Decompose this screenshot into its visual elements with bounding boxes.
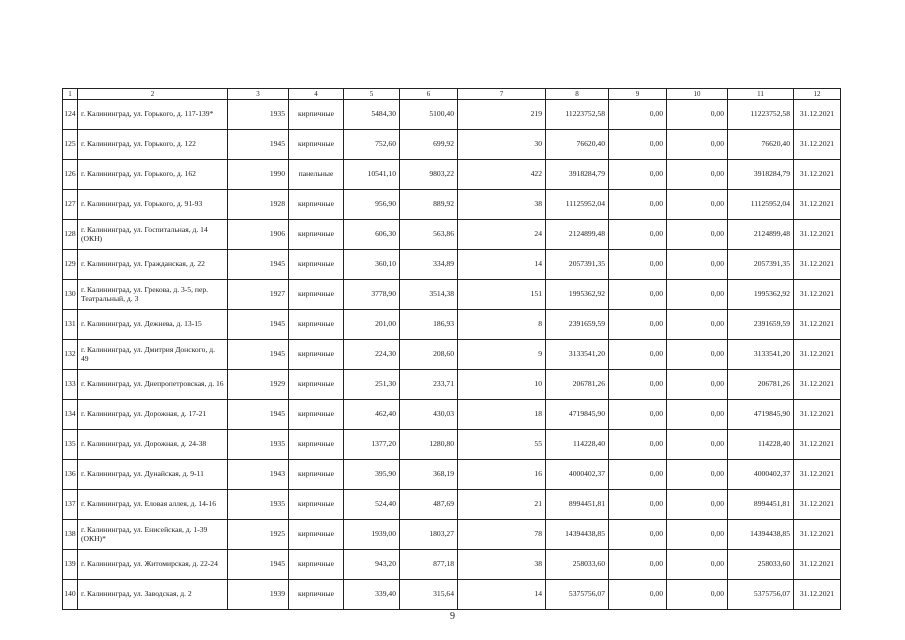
deadline-date-cell: 31.12.2021 bbox=[794, 460, 841, 490]
column-9-cell: 0,00 bbox=[609, 340, 667, 370]
table-row bbox=[63, 310, 841, 340]
residents-count-cell: 422 bbox=[458, 160, 546, 190]
row-number: 127 bbox=[63, 190, 78, 220]
living-area-cell: 3514,38 bbox=[400, 280, 458, 310]
row-number: 133 bbox=[63, 370, 78, 400]
residents-count-cell: 78 bbox=[458, 520, 546, 550]
column-10-cell: 0,00 bbox=[667, 250, 728, 280]
address-cell: г. Калининград, ул. Грекова, д. 3-5, пер. Театральный, д. 3 bbox=[78, 280, 228, 310]
table-row bbox=[63, 280, 841, 310]
row-number: 134 bbox=[63, 400, 78, 430]
deadline-date-cell: 31.12.2021 bbox=[794, 100, 841, 130]
row-number: 131 bbox=[63, 310, 78, 340]
table-row bbox=[63, 370, 841, 400]
wall-material-cell: кирпичные bbox=[289, 430, 344, 460]
table-row bbox=[63, 190, 841, 220]
year-built-cell: 1945 bbox=[228, 130, 289, 160]
deadline-date-cell: 31.12.2021 bbox=[794, 490, 841, 520]
column-10-cell: 0,00 bbox=[667, 370, 728, 400]
cost-cell: 4000402,37 bbox=[546, 460, 609, 490]
total-area-cell: 752,60 bbox=[344, 130, 400, 160]
residents-count-cell: 38 bbox=[458, 550, 546, 580]
cost-cell: 14394438,85 bbox=[546, 520, 609, 550]
deadline-date-cell: 31.12.2021 bbox=[794, 550, 841, 580]
column-header: 2 bbox=[78, 89, 228, 100]
column-10-cell: 0,00 bbox=[667, 580, 728, 610]
row-number: 132 bbox=[63, 340, 78, 370]
living-area-cell: 563,86 bbox=[400, 220, 458, 250]
row-number: 128 bbox=[63, 220, 78, 250]
table-body bbox=[63, 89, 841, 610]
table-row bbox=[63, 130, 841, 160]
wall-material-cell: кирпичные bbox=[289, 460, 344, 490]
address-cell: г. Калининград, ул. Дорожная, д. 17-21 bbox=[78, 400, 228, 430]
column-11-cell: 5375756,07 bbox=[728, 580, 794, 610]
deadline-date-cell: 31.12.2021 bbox=[794, 400, 841, 430]
column-header: 9 bbox=[609, 89, 667, 100]
living-area-cell: 699,92 bbox=[400, 130, 458, 160]
column-header: 3 bbox=[228, 89, 289, 100]
address-cell: г. Калининград, ул. Горького, д. 91-93 bbox=[78, 190, 228, 220]
deadline-date-cell: 31.12.2021 bbox=[794, 370, 841, 400]
residents-count-cell: 24 bbox=[458, 220, 546, 250]
total-area-cell: 360,10 bbox=[344, 250, 400, 280]
cost-cell: 3133541,20 bbox=[546, 340, 609, 370]
column-header: 11 bbox=[728, 89, 794, 100]
wall-material-cell: кирпичные bbox=[289, 490, 344, 520]
cost-cell: 1995362,92 bbox=[546, 280, 609, 310]
column-9-cell: 0,00 bbox=[609, 400, 667, 430]
row-number: 130 bbox=[63, 280, 78, 310]
column-header: 6 bbox=[400, 89, 458, 100]
column-10-cell: 0,00 bbox=[667, 220, 728, 250]
column-9-cell: 0,00 bbox=[609, 490, 667, 520]
residents-count-cell: 10 bbox=[458, 370, 546, 400]
column-header: 7 bbox=[458, 89, 546, 100]
table-row bbox=[63, 520, 841, 550]
address-cell: г. Калининград, ул. Еловая аллея, д. 14-16 bbox=[78, 490, 228, 520]
year-built-cell: 1906 bbox=[228, 220, 289, 250]
wall-material-cell: кирпичные bbox=[289, 550, 344, 580]
total-area-cell: 524,40 bbox=[344, 490, 400, 520]
living-area-cell: 1280,80 bbox=[400, 430, 458, 460]
year-built-cell: 1990 bbox=[228, 160, 289, 190]
living-area-cell: 334,89 bbox=[400, 250, 458, 280]
column-9-cell: 0,00 bbox=[609, 310, 667, 340]
cost-cell: 2124899,48 bbox=[546, 220, 609, 250]
column-9-cell: 0,00 bbox=[609, 280, 667, 310]
cost-cell: 2391659,59 bbox=[546, 310, 609, 340]
cost-cell: 3918284,79 bbox=[546, 160, 609, 190]
table-row bbox=[63, 400, 841, 430]
column-10-cell: 0,00 bbox=[667, 400, 728, 430]
column-10-cell: 0,00 bbox=[667, 280, 728, 310]
page-number: 9 bbox=[450, 611, 455, 622]
column-9-cell: 0,00 bbox=[609, 190, 667, 220]
column-11-cell: 11223752,58 bbox=[728, 100, 794, 130]
living-area-cell: 315,64 bbox=[400, 580, 458, 610]
table-row bbox=[63, 460, 841, 490]
year-built-cell: 1945 bbox=[228, 340, 289, 370]
cost-cell: 114228,40 bbox=[546, 430, 609, 460]
wall-material-cell: кирпичные bbox=[289, 100, 344, 130]
row-number: 138 bbox=[63, 520, 78, 550]
address-cell: г. Калининград, ул. Горького, д. 162 bbox=[78, 160, 228, 190]
column-11-cell: 4719845,90 bbox=[728, 400, 794, 430]
column-10-cell: 0,00 bbox=[667, 130, 728, 160]
table-row bbox=[63, 490, 841, 520]
living-area-cell: 889,92 bbox=[400, 190, 458, 220]
table-row bbox=[63, 580, 841, 610]
year-built-cell: 1945 bbox=[228, 400, 289, 430]
cost-cell: 11223752,58 bbox=[546, 100, 609, 130]
deadline-date-cell: 31.12.2021 bbox=[794, 340, 841, 370]
deadline-date-cell: 31.12.2021 bbox=[794, 190, 841, 220]
wall-material-cell: кирпичные bbox=[289, 340, 344, 370]
residents-count-cell: 151 bbox=[458, 280, 546, 310]
column-11-cell: 258033,60 bbox=[728, 550, 794, 580]
column-9-cell: 0,00 bbox=[609, 220, 667, 250]
wall-material-cell: кирпичные bbox=[289, 310, 344, 340]
column-10-cell: 0,00 bbox=[667, 190, 728, 220]
address-cell: г. Калининград, ул. Горького, д. 122 bbox=[78, 130, 228, 160]
table-row bbox=[63, 250, 841, 280]
column-9-cell: 0,00 bbox=[609, 430, 667, 460]
address-cell: г. Калининград, ул. Дунайская, д. 9-11 bbox=[78, 460, 228, 490]
table-row bbox=[63, 160, 841, 190]
year-built-cell: 1939 bbox=[228, 580, 289, 610]
cost-cell: 76620,40 bbox=[546, 130, 609, 160]
total-area-cell: 251,30 bbox=[344, 370, 400, 400]
row-number: 129 bbox=[63, 250, 78, 280]
address-cell: г. Калининград, ул. Госпитальная, д. 14 (ОКН) bbox=[78, 220, 228, 250]
column-9-cell: 0,00 bbox=[609, 580, 667, 610]
column-header: 8 bbox=[546, 89, 609, 100]
address-cell: г. Калининград, ул. Днепропетровская, д. 16 bbox=[78, 370, 228, 400]
column-9-cell: 0,00 bbox=[609, 550, 667, 580]
cost-cell: 5375756,07 bbox=[546, 580, 609, 610]
total-area-cell: 606,30 bbox=[344, 220, 400, 250]
column-10-cell: 0,00 bbox=[667, 160, 728, 190]
living-area-cell: 5100,40 bbox=[400, 100, 458, 130]
column-11-cell: 11125952,04 bbox=[728, 190, 794, 220]
total-area-cell: 1939,00 bbox=[344, 520, 400, 550]
living-area-cell: 487,69 bbox=[400, 490, 458, 520]
total-area-cell: 10541,10 bbox=[344, 160, 400, 190]
cost-cell: 206781,26 bbox=[546, 370, 609, 400]
wall-material-cell: панельные bbox=[289, 160, 344, 190]
column-header: 1 bbox=[63, 89, 78, 100]
year-built-cell: 1943 bbox=[228, 460, 289, 490]
residents-count-cell: 8 bbox=[458, 310, 546, 340]
column-9-cell: 0,00 bbox=[609, 520, 667, 550]
column-11-cell: 8994451,81 bbox=[728, 490, 794, 520]
total-area-cell: 395,90 bbox=[344, 460, 400, 490]
address-cell: г. Калининград, ул. Заводская, д. 2 bbox=[78, 580, 228, 610]
living-area-cell: 368,19 bbox=[400, 460, 458, 490]
total-area-cell: 224,30 bbox=[344, 340, 400, 370]
address-cell: г. Калининград, ул. Горького, д. 117-139* bbox=[78, 100, 228, 130]
year-built-cell: 1927 bbox=[228, 280, 289, 310]
column-11-cell: 2124899,48 bbox=[728, 220, 794, 250]
column-11-cell: 3133541,20 bbox=[728, 340, 794, 370]
living-area-cell: 208,60 bbox=[400, 340, 458, 370]
residents-count-cell: 21 bbox=[458, 490, 546, 520]
year-built-cell: 1925 bbox=[228, 520, 289, 550]
column-header: 10 bbox=[667, 89, 728, 100]
deadline-date-cell: 31.12.2021 bbox=[794, 220, 841, 250]
deadline-date-cell: 31.12.2021 bbox=[794, 520, 841, 550]
wall-material-cell: кирпичные bbox=[289, 130, 344, 160]
column-11-cell: 4000402,37 bbox=[728, 460, 794, 490]
housing-register-table bbox=[62, 88, 841, 610]
column-header: 5 bbox=[344, 89, 400, 100]
column-11-cell: 206781,26 bbox=[728, 370, 794, 400]
column-11-cell: 114228,40 bbox=[728, 430, 794, 460]
column-11-cell: 3918284,79 bbox=[728, 160, 794, 190]
table-row bbox=[63, 340, 841, 370]
cost-cell: 8994451,81 bbox=[546, 490, 609, 520]
address-cell: г. Калининград, ул. Дорожная, д. 24-38 bbox=[78, 430, 228, 460]
column-9-cell: 0,00 bbox=[609, 100, 667, 130]
table-row bbox=[63, 220, 841, 250]
year-built-cell: 1945 bbox=[228, 550, 289, 580]
table-row bbox=[63, 100, 841, 130]
total-area-cell: 3778,90 bbox=[344, 280, 400, 310]
wall-material-cell: кирпичные bbox=[289, 370, 344, 400]
column-9-cell: 0,00 bbox=[609, 130, 667, 160]
total-area-cell: 943,20 bbox=[344, 550, 400, 580]
residents-count-cell: 30 bbox=[458, 130, 546, 160]
total-area-cell: 5484,30 bbox=[344, 100, 400, 130]
column-11-cell: 76620,40 bbox=[728, 130, 794, 160]
row-number: 124 bbox=[63, 100, 78, 130]
total-area-cell: 339,40 bbox=[344, 580, 400, 610]
row-number: 125 bbox=[63, 130, 78, 160]
address-cell: г. Калининград, ул. Енисейская, д. 1-39 (ОКН)* bbox=[78, 520, 228, 550]
year-built-cell: 1935 bbox=[228, 430, 289, 460]
wall-material-cell: кирпичные bbox=[289, 280, 344, 310]
year-built-cell: 1928 bbox=[228, 190, 289, 220]
column-11-cell: 1995362,92 bbox=[728, 280, 794, 310]
column-10-cell: 0,00 bbox=[667, 520, 728, 550]
wall-material-cell: кирпичные bbox=[289, 220, 344, 250]
column-10-cell: 0,00 bbox=[667, 340, 728, 370]
column-10-cell: 0,00 bbox=[667, 490, 728, 520]
row-number: 126 bbox=[63, 160, 78, 190]
column-9-cell: 0,00 bbox=[609, 160, 667, 190]
column-9-cell: 0,00 bbox=[609, 250, 667, 280]
row-number: 140 bbox=[63, 580, 78, 610]
year-built-cell: 1945 bbox=[228, 310, 289, 340]
column-10-cell: 0,00 bbox=[667, 550, 728, 580]
year-built-cell: 1945 bbox=[228, 250, 289, 280]
living-area-cell: 9803,22 bbox=[400, 160, 458, 190]
year-built-cell: 1935 bbox=[228, 490, 289, 520]
living-area-cell: 430,03 bbox=[400, 400, 458, 430]
cost-cell: 11125952,04 bbox=[546, 190, 609, 220]
residents-count-cell: 55 bbox=[458, 430, 546, 460]
living-area-cell: 877,18 bbox=[400, 550, 458, 580]
living-area-cell: 1803,27 bbox=[400, 520, 458, 550]
column-10-cell: 0,00 bbox=[667, 430, 728, 460]
cost-cell: 258033,60 bbox=[546, 550, 609, 580]
wall-material-cell: кирпичные bbox=[289, 580, 344, 610]
column-header: 4 bbox=[289, 89, 344, 100]
living-area-cell: 233,71 bbox=[400, 370, 458, 400]
table-row bbox=[63, 430, 841, 460]
column-number-header-row bbox=[63, 89, 841, 100]
residents-count-cell: 14 bbox=[458, 580, 546, 610]
year-built-cell: 1929 bbox=[228, 370, 289, 400]
residents-count-cell: 9 bbox=[458, 340, 546, 370]
total-area-cell: 956,90 bbox=[344, 190, 400, 220]
table-row bbox=[63, 550, 841, 580]
cost-cell: 2057391,35 bbox=[546, 250, 609, 280]
row-number: 137 bbox=[63, 490, 78, 520]
column-header: 12 bbox=[794, 89, 841, 100]
total-area-cell: 462,40 bbox=[344, 400, 400, 430]
wall-material-cell: кирпичные bbox=[289, 190, 344, 220]
column-11-cell: 2057391,35 bbox=[728, 250, 794, 280]
total-area-cell: 201,00 bbox=[344, 310, 400, 340]
total-area-cell: 1377,20 bbox=[344, 430, 400, 460]
wall-material-cell: кирпичные bbox=[289, 400, 344, 430]
deadline-date-cell: 31.12.2021 bbox=[794, 430, 841, 460]
column-10-cell: 0,00 bbox=[667, 100, 728, 130]
residents-count-cell: 219 bbox=[458, 100, 546, 130]
column-11-cell: 14394438,85 bbox=[728, 520, 794, 550]
address-cell: г. Калининград, ул. Гражданская, д. 22 bbox=[78, 250, 228, 280]
address-cell: г. Калининград, ул. Житомирская, д. 22-24 bbox=[78, 550, 228, 580]
address-cell: г. Калининград, ул. Дмитрия Донского, д. 49 bbox=[78, 340, 228, 370]
deadline-date-cell: 31.12.2021 bbox=[794, 160, 841, 190]
deadline-date-cell: 31.12.2021 bbox=[794, 580, 841, 610]
deadline-date-cell: 31.12.2021 bbox=[794, 280, 841, 310]
column-11-cell: 2391659,59 bbox=[728, 310, 794, 340]
row-number: 139 bbox=[63, 550, 78, 580]
residents-count-cell: 38 bbox=[458, 190, 546, 220]
deadline-date-cell: 31.12.2021 bbox=[794, 310, 841, 340]
column-9-cell: 0,00 bbox=[609, 370, 667, 400]
deadline-date-cell: 31.12.2021 bbox=[794, 130, 841, 160]
address-cell: г. Калининград, ул. Дежнева, д. 13-15 bbox=[78, 310, 228, 340]
column-10-cell: 0,00 bbox=[667, 460, 728, 490]
residents-count-cell: 16 bbox=[458, 460, 546, 490]
deadline-date-cell: 31.12.2021 bbox=[794, 250, 841, 280]
row-number: 135 bbox=[63, 430, 78, 460]
year-built-cell: 1935 bbox=[228, 100, 289, 130]
wall-material-cell: кирпичные bbox=[289, 250, 344, 280]
living-area-cell: 186,93 bbox=[400, 310, 458, 340]
column-10-cell: 0,00 bbox=[667, 310, 728, 340]
residents-count-cell: 14 bbox=[458, 250, 546, 280]
cost-cell: 4719845,90 bbox=[546, 400, 609, 430]
row-number: 136 bbox=[63, 460, 78, 490]
residents-count-cell: 18 bbox=[458, 400, 546, 430]
wall-material-cell: кирпичные bbox=[289, 520, 344, 550]
column-9-cell: 0,00 bbox=[609, 460, 667, 490]
